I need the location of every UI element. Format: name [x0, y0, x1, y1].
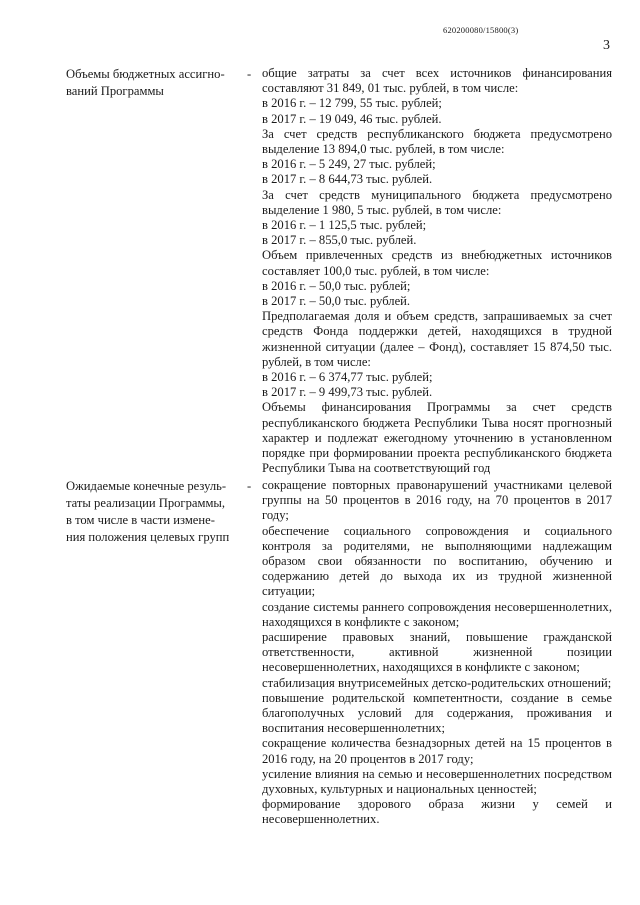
content-line: в 2017 г. – 19 049, 46 тыс. рублей. — [262, 111, 442, 126]
content-line: Объем привлеченных средств из внебюджетных источников составляет 100,0 тыс. рублей, в том числе: — [262, 248, 612, 278]
section-label: Объемы бюджетных ассигно- ваний Программы — [66, 67, 225, 98]
content-line: создание системы раннего сопровождения несовершеннолетних, находящихся в конфликте с законом; — [262, 599, 612, 629]
content-line: сокращение повторных правонарушений участниками целевой группы на 50 процентов в 2016 году, на 70 процентов в 2017 году; — [262, 478, 612, 523]
content-line: в 2016 г. – 5 249, 27 тыс. рублей; — [262, 157, 436, 172]
content-line: в 2016 г. – 1 125,5 тыс. рублей; — [262, 218, 427, 233]
content-line: в 2017 г. – 9 499,73 тыс. рублей. — [262, 385, 433, 400]
content-line: формирование здорового образа жизни у семей и несовершеннолетних. — [262, 797, 612, 827]
content-line: За счет средств республиканского бюджета предусмотрено выделение 13 894,0 тыс. рублей, в том числе: — [262, 126, 612, 157]
content-line: повышение родительской компетентности, создание в семье благополучных условий для содержания, проживания и воспитания несовершеннолетних; — [262, 690, 612, 736]
content-line: расширение правовых знаний, повышение гражданской ответственности, активной жизненной позиции несовершеннолетних, находящихся в конфликте с законом; — [262, 630, 612, 675]
content-line: Объемы финансирования Программы за счет средств республиканского бюджета Республики Тыва носят прогнозный характер и подлежат ежегодному уточнению в установленном порядке при формировании проекта республиканского бюджета Республики Тыва на соответствующий год — [262, 400, 612, 476]
page-number: 3 — [603, 38, 610, 53]
section-label: Ожидаемые конечные резуль- таты реализации Программы, в том числе в части измене- ния положения целевых групп — [66, 479, 230, 544]
content-line: в 2017 г. – 855,0 тыс. рублей. — [262, 233, 417, 248]
content-line: обеспечение социального сопровождения и социального контроля за родителями, не выполняющими надлежащим образом свои обязанности по воспитанию, обучению и содержанию детей до выхода их из трудной жизненной ситуации; — [262, 523, 612, 599]
content-line: сокращение количества безнадзорных детей на 15 процентов в 2016 году, на 20 процентов в 2017 году; — [262, 736, 612, 766]
content-line: в 2016 г. – 6 374,77 тыс. рублей; — [262, 370, 433, 385]
content-line: в 2017 г. – 50,0 тыс. рублей. — [262, 294, 411, 309]
content-line: стабилизация внутрисемейных детско-родительских отношений; — [262, 675, 612, 690]
content-line: Предполагаемая доля и объем средств, запрашиваемых за счет средств Фонда поддержки детей, находящихся в трудной жизненной ситуации (далее – Фонд), составляет 15 874,50 тыс. рублей, в том числе: — [262, 309, 612, 369]
content-line: За счет средств муниципального бюджета предусмотрено выделение 1 980, 5 тыс. рублей, в том числе: — [262, 187, 612, 217]
content-line: в 2016 г. – 12 799, 55 тыс. рублей; — [262, 96, 442, 111]
content-line: в 2016 г. – 50,0 тыс. рублей; — [262, 278, 411, 293]
content-line: в 2017 г. – 8 644,73 тыс. рублей. — [262, 172, 433, 187]
content-line: общие затраты за счет всех источников финансирования составляют 31 849, 01 тыс. рублей, в том числе: — [262, 66, 612, 96]
dash-separator: - — [247, 67, 252, 81]
section-content — [262, 478, 612, 828]
content-line: усиление влияния на семью и несовершеннолетних посредством духовных, культурных и национальных ценностей; — [262, 766, 612, 797]
section-content — [262, 66, 612, 476]
dash-separator: - — [247, 479, 252, 493]
document-code: 620200080/15800(3) — [443, 25, 519, 35]
